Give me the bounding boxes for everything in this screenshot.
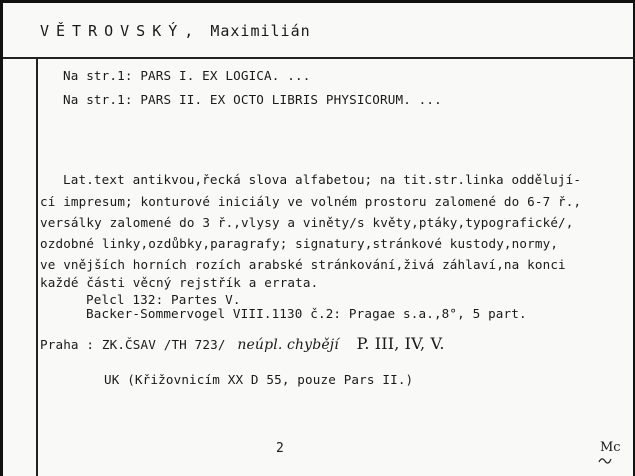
title-line-2: Na str.1: PARS II. EX OCTO LIBRIS PHYSICORUM. ... <box>63 92 442 107</box>
card-left-edge <box>0 0 3 476</box>
holding-prague <box>40 334 445 353</box>
corner-mark: Mc <box>600 440 621 455</box>
title-line-1: Na str.1: PARS I. EX LOGICA. ... <box>63 68 311 83</box>
holding-prague-typed: Praha : ZK.ČSAV /TH 723/ <box>40 337 226 352</box>
holding-uk: UK (Křižovnicím XX D 55, pouze Pars II.) <box>104 372 414 387</box>
reference-pelcl: Pelcl 132: Partes V. <box>86 292 241 307</box>
page-number: 2 <box>276 441 284 456</box>
reference-backer-sommervogel: Backer-Sommervogel VIII.1130 č.2: Pragae s.a.,8°, 5 part. <box>86 306 527 321</box>
description-line-2: cí impresum; konturové iniciály ve volném prostoru zalomené do 6-7 ř., <box>40 194 582 209</box>
author-given-name: Maximilián <box>210 22 311 40</box>
description-line-1: Lat.text antikvou,řecká slova alfabetou; na tit.str.linka oddělují- <box>63 172 582 187</box>
holding-prague-handwritten-note: neúpl. chybějí <box>237 337 339 353</box>
holding-prague-handwritten-parts: P. III, IV, V. <box>356 334 445 353</box>
heading-rule <box>3 57 635 59</box>
description-line-5: ve vnějších horních rozích arabské stránkování,živá záhlaví,na konci <box>40 257 566 272</box>
author-heading <box>40 22 311 40</box>
description-line-6: každé části věcný rejstřík a errata. <box>40 275 319 290</box>
card-top-edge <box>0 0 635 3</box>
flourish-icon <box>598 456 612 466</box>
description-line-4: ozdobné linky,ozdůbky,paragrafy; signatury,stránkové kustody,normy, <box>40 236 559 251</box>
corner-flourish <box>598 455 612 469</box>
description-line-3: versálky zalomené do 3 ř.,vlysy a viněty/s květy,ptáky,typografické/, <box>40 215 574 230</box>
author-surname: VĚTROVSKÝ, <box>40 22 201 40</box>
margin-rule <box>36 57 38 476</box>
